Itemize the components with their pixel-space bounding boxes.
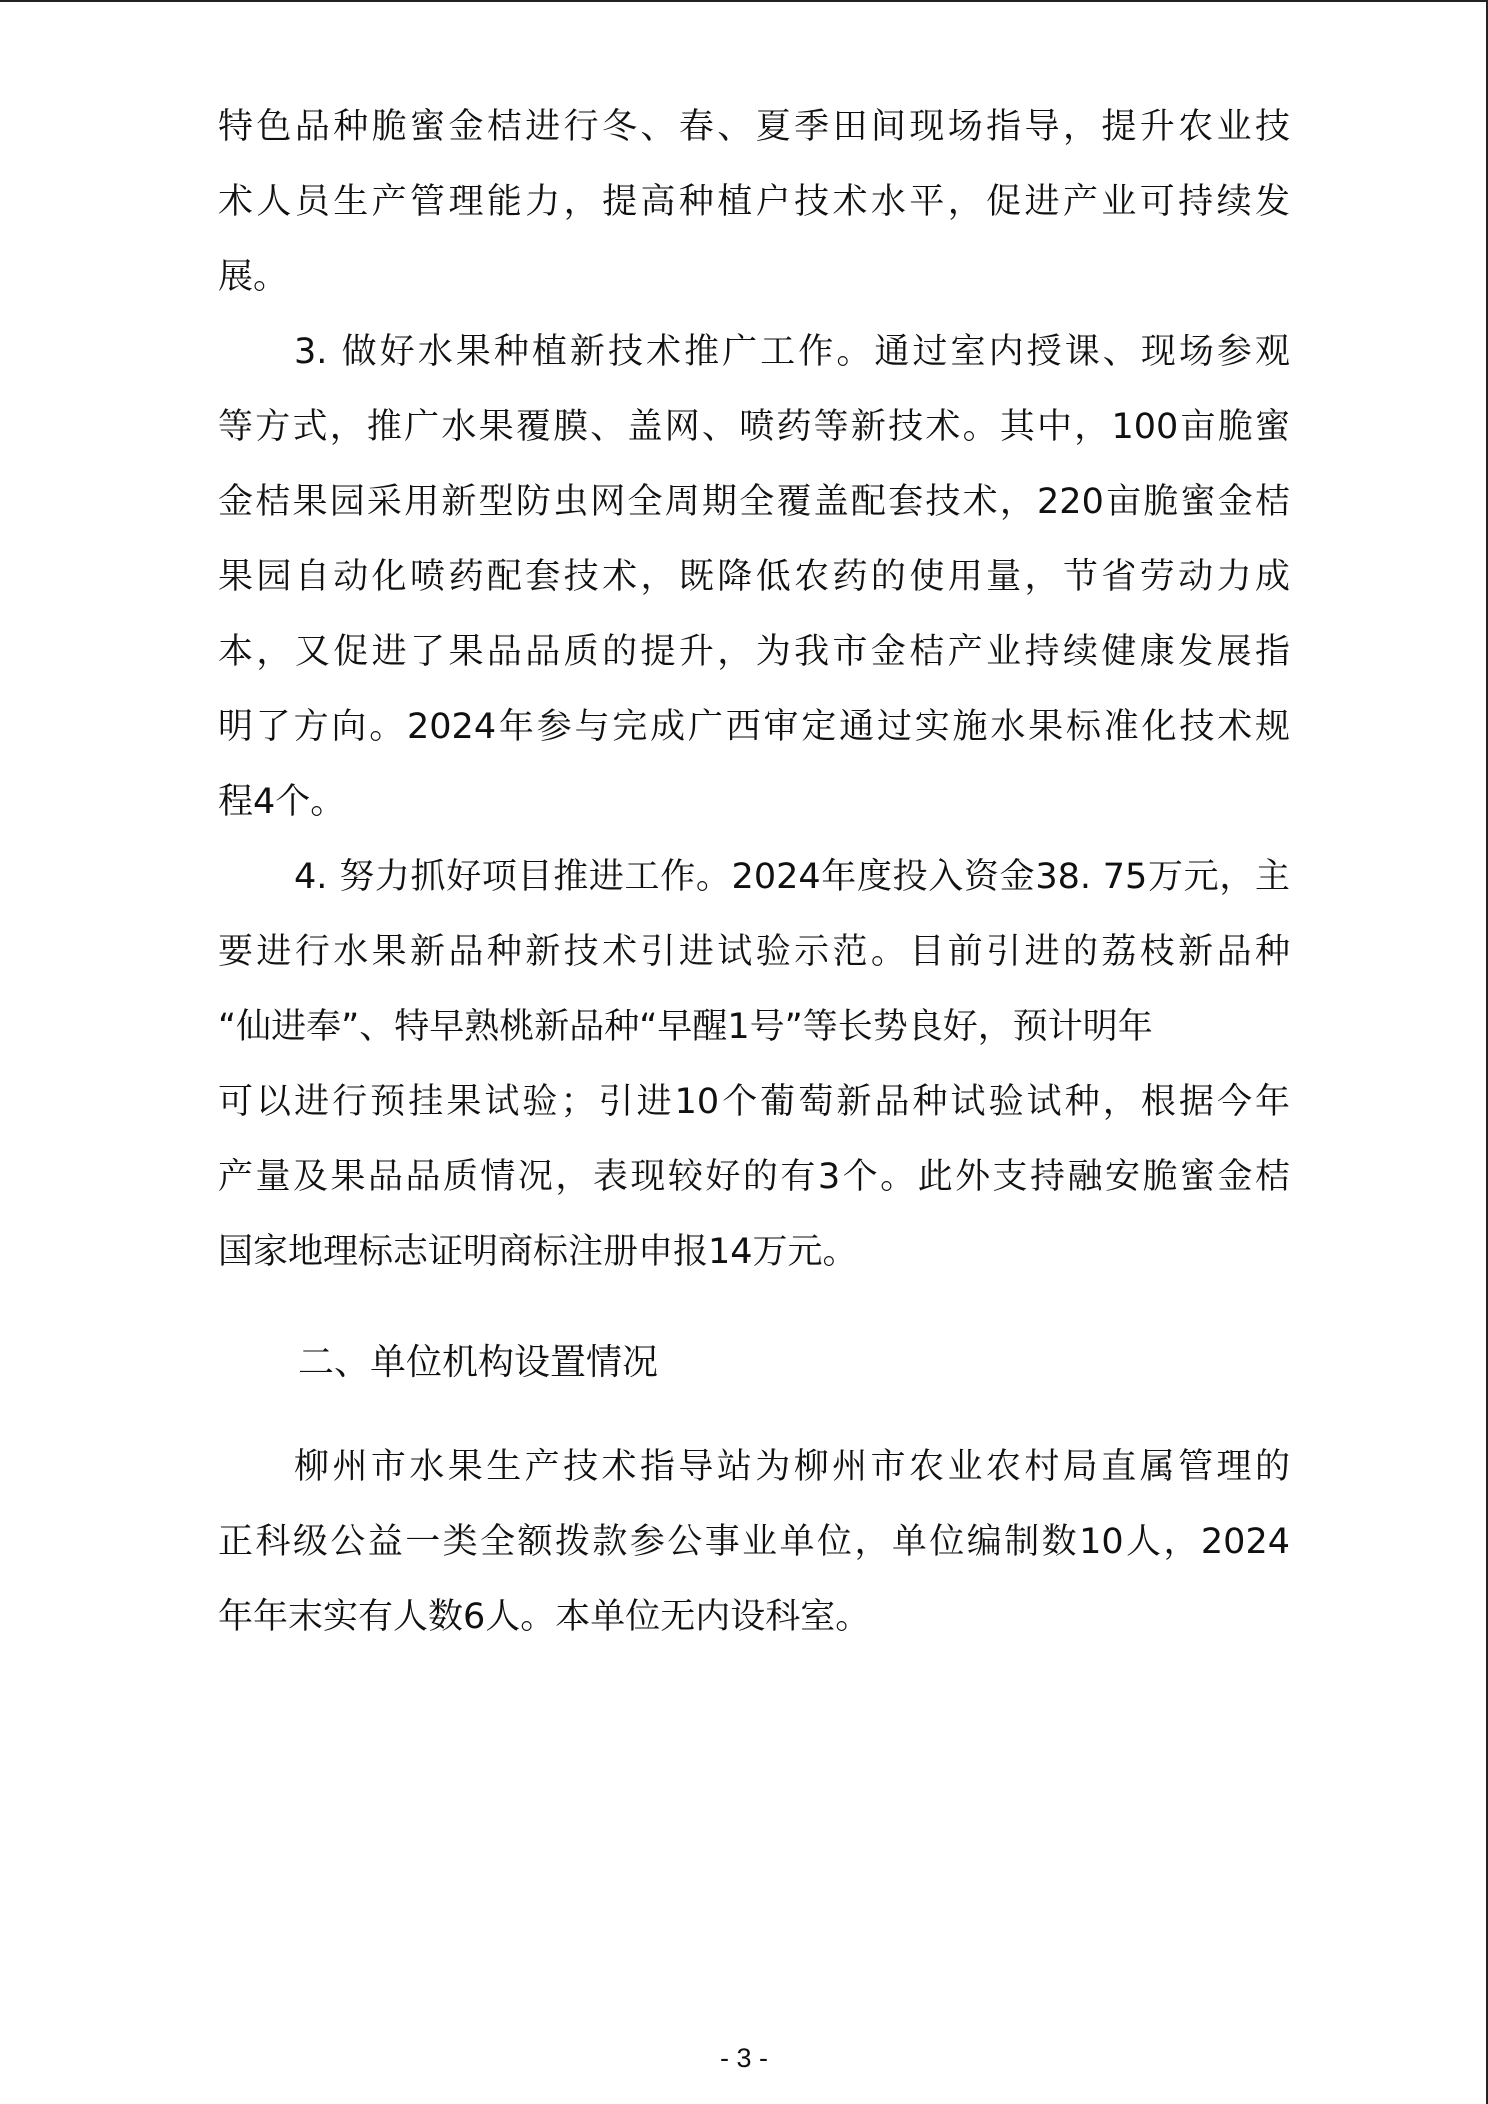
text-line: 产量及果品品质情况，表现较好的有3个。此外支持融安脆蜜金桔	[218, 1157, 1290, 1197]
text-line: 要进行水果新品种新技术引进试验示范。目前引进的荔枝新品种	[218, 932, 1290, 972]
text-line: 等方式，推广水果覆膜、盖网、喷药等新技术。其中，100亩脆蜜	[218, 407, 1290, 447]
text-line: 可以进行预挂果试验；引进10个葡萄新品种试验试种，根据今年	[218, 1082, 1290, 1122]
page-number: - 3 -	[719, 2043, 768, 2073]
paragraph-project-progress	[218, 840, 1290, 1290]
section-heading: 二、单位机构设置情况	[298, 1342, 659, 1383]
text-line: 4. 努力抓好项目推进工作。2024年度投入资金38. 75万元，主	[294, 857, 1290, 897]
text-line: 正科级公益一类全额拨款参公事业单位，单位编制数10人，2024	[218, 1522, 1290, 1562]
paragraph-new-technology	[218, 315, 1290, 840]
text-line: 金桔果园采用新型防虫网全周期全覆盖配套技术，220亩脆蜜金桔	[218, 482, 1290, 522]
text-line: “仙进奉”、特早熟桃新品种“早醒1号”等长势良好，预计明年	[218, 1007, 1153, 1047]
text-line: 程4个。	[218, 782, 346, 822]
paragraph-field-guidance	[218, 90, 1290, 315]
text-line: 明了方向。2024年参与完成广西审定通过实施水果标准化技术规	[218, 707, 1290, 747]
text-line: 柳州市水果生产技术指导站为柳州市农业农村局直属管理的	[294, 1447, 1290, 1487]
text-line: 年年末实有人数6人。本单位无内设科室。	[218, 1597, 871, 1637]
text-line: 术人员生产管理能力，提高种植户技术水平，促进产业可持续发	[218, 182, 1290, 222]
text-line: 特色品种脆蜜金桔进行冬、春、夏季田间现场指导，提升农业技	[218, 107, 1290, 147]
text-line: 展。	[218, 257, 289, 297]
document-body	[218, 90, 1290, 1655]
text-line: 本，又促进了果品品质的提升，为我市金桔产业持续健康发展指	[218, 632, 1290, 672]
paragraph-organization	[218, 1430, 1290, 1655]
text-line: 国家地理标志证明商标注册申报14万元。	[218, 1232, 858, 1272]
text-line: 3. 做好水果种植新技术推广工作。通过室内授课、现场参观	[294, 332, 1290, 372]
page-border-top	[0, 0, 1488, 2]
text-line: 果园自动化喷药配套技术，既降低农药的使用量，节省劳动力成	[218, 557, 1290, 597]
